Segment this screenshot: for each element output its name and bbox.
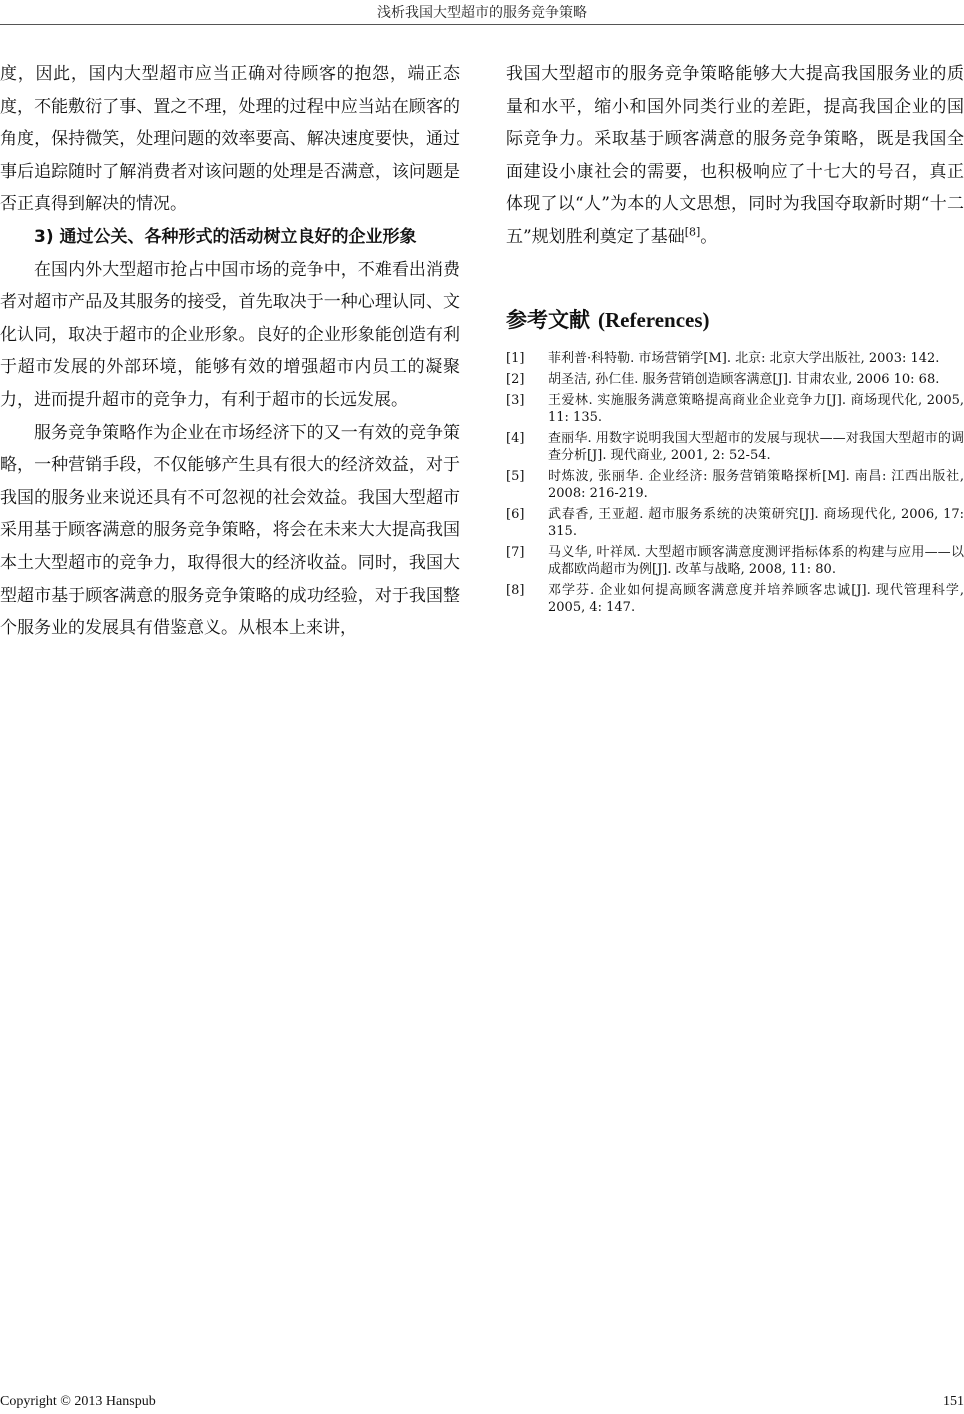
paragraph-service-strategy: 服务竞争策略作为企业在市场经济下的又一有效的竞争策略，一种营销手段，不仅能够产生具有很大的经济效益，对于我国的服务业来说还具有不可忽视的社会效益。我国大型超市采用基于顾客满意的服务竞争策略，将会在未来大大提高我国本土大型超市的竞争力，取得很大的经济收益。同时，我国大型超市基于顾客满意的服务竞争策略的成功经验，对于我国整个服务业的发展具有借鉴意义。从根本上来讲，	[0, 422, 460, 639]
reference-text: 查丽华. 用数字说明我国大型超市的发展与现状——对我国大型超市的调查分析[J]. 现代商业, 2001, 2: 52-54.	[548, 430, 964, 463]
references-heading-en: (References)	[598, 307, 710, 332]
right-column	[506, 58, 964, 620]
paragraph-continued: 度，因此，国内大型超市应当正确对待顾客的抱怨，端正态度，不能敷衍了事、置之不理，处理的过程中应当站在顾客的角度，保持微笑，处理问题的效率要高、解决速度要快，通过事后追踪随时了解消费者对该问题的处理是否满意，该问题是否正真得到解决的情况。	[0, 64, 460, 215]
reference-number: [7]	[506, 544, 525, 560]
reference-number: [4]	[506, 430, 525, 446]
page-number: 151	[943, 1394, 964, 1409]
reference-text: 马义华, 叶祥凤. 大型超市顾客满意度测评指标体系的构建与应用——以成都欧尚超市为例[J]. 改革与战略, 2008, 11: 80.	[548, 544, 964, 577]
reference-text: 菲利普·科特勒. 市场营销学[M]. 北京: 北京大学出版社, 2003: 142.	[548, 350, 940, 366]
reference-text: 胡圣洁, 孙仁佳. 服务营销创造顾客满意[J]. 甘肃农业, 2006 10: 68.	[548, 371, 940, 387]
paragraph-conclusion-text: 我国大型超市的服务竞争策略能够大大提高我国服务业的质量和水平，缩小和国外同类行业的差距，提高我国企业的国际竞争力。采取基于顾客满意的服务竞争策略，既是我国全面建设小康社会的需要，也积极响应了十七大的号召，真正体现了以“人”为本的人文思想，同时为我国夺取新时期“十二五”规划胜利奠定了基础	[506, 64, 964, 247]
section-subheading: 3) 通过公关、各种形式的活动树立良好的企业形象	[34, 226, 417, 247]
reference-number: [2]	[506, 371, 525, 387]
paragraph-conclusion	[506, 58, 964, 254]
reference-item	[506, 468, 964, 502]
reference-item	[506, 582, 964, 616]
reference-text: 时炼波, 张丽华. 企业经济: 服务营销策略探析[M]. 南昌: 江西出版社, 2008: 216-219.	[548, 468, 964, 501]
running-header: 浅析我国大型超市的服务竞争策略	[377, 5, 587, 21]
reference-item	[506, 350, 964, 367]
reference-item	[506, 544, 964, 578]
footer-copyright: Copyright © 2013 Hanspub	[0, 1394, 156, 1409]
reference-number: [1]	[506, 350, 525, 366]
reference-number: [8]	[506, 582, 525, 598]
reference-list	[506, 350, 964, 616]
reference-number: [3]	[506, 392, 525, 408]
reference-text: 邓学芬. 企业如何提高顾客满意度并培养顾客忠诚[J]. 现代管理科学, 2005, 4: 147.	[548, 582, 964, 615]
citation-superscript[interactable]: [8]	[684, 225, 701, 239]
reference-item	[506, 430, 964, 464]
paragraph-corporate-image: 在国内外大型超市抢占中国市场的竞争中，不难看出消费者对超市产品及其服务的接受，首先取决于一种心理认同、文化认同，取决于超市的企业形象。良好的企业形象能创造有利于超市发展的外部环境，能够有效的增强超市内员工的凝聚力，进而提升超市的竞争力，有利于超市的长远发展。	[0, 259, 460, 410]
references-heading	[506, 304, 964, 334]
reference-number: [6]	[506, 506, 525, 522]
reference-item	[506, 371, 964, 388]
references-heading-cn: 参考文献	[506, 307, 590, 332]
reference-text: 王爱林. 实施服务满意策略提高商业企业竞争力[J]. 商场现代化, 2005, 11: 135.	[548, 392, 964, 425]
reference-text: 武春香, 王亚超. 超市服务系统的决策研究[J]. 商场现代化, 2006, 17: 315.	[548, 506, 964, 539]
reference-item	[506, 392, 964, 426]
reference-item	[506, 506, 964, 540]
reference-number: [5]	[506, 468, 525, 484]
paragraph-conclusion-end: 。	[700, 226, 718, 247]
left-column	[0, 58, 460, 645]
header-rule	[0, 24, 964, 25]
